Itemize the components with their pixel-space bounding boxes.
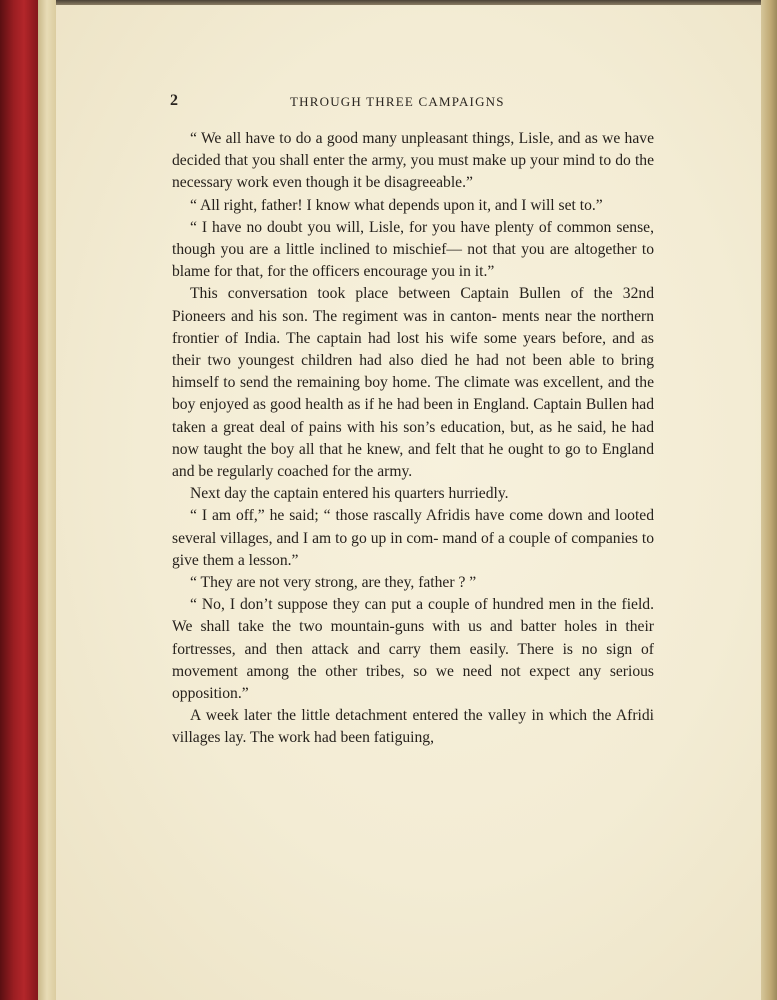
paragraph: A week later the little detachment entered the valley in which the Afridi villages lay. The work had been fatiguing,: [172, 707, 654, 747]
paragraph: “ I have no doubt you will, Lisle, for you have plenty of common sense, though you are a little inclined to mischief— not that you are altogether to blame for that, for the officers encourage you in it.”: [172, 218, 654, 281]
page-header: [170, 92, 656, 114]
paragraph: This conversation took place between Captain Bullen of the 32nd Pioneers and his son. The regiment was in canton- ments near the northern frontier of India. The captain had lost his wife some years before, and as their two youngest children had also died he had not been able to bring himself to send the remaining boy home. The climate was excellent, and the boy enjoyed as good health as if he had been in England. Captain Bullen had taken a great deal of pains with his son’s education, but, as he said, he had now taught the boy all that he knew, and felt that he ought to go to England and be regularly coached for the army.: [172, 285, 654, 481]
page-number: 2: [170, 92, 178, 109]
running-title: THROUGH THREE CAMPAIGNS: [290, 94, 505, 109]
paragraph: “ They are not very strong, are they, father ? ”: [190, 574, 477, 592]
paragraph: “ No, I don’t suppose they can put a couple of hundred men in the field. We shall take the two mountain-guns with us and batter holes in their fortresses, and then attack and carry them easily. There is no sign of movement among the other tribes, so we need not expect any serious opposition.”: [172, 596, 654, 703]
top-edge-shadow: [56, 0, 762, 5]
page-gutter: [38, 0, 58, 1000]
paragraph: “ All right, father! I know what depends upon it, and I will set to.”: [190, 196, 603, 214]
right-page-edge: [761, 0, 777, 1000]
red-cloth-binding: [0, 0, 40, 1000]
body-text: [172, 128, 654, 750]
paragraph: “ I am off,” he said; “ those rascally Afridis have come down and looted several villages, and I am to go up in com- mand of a couple of companies to give them a lesson.”: [172, 507, 654, 569]
paragraph: “ We all have to do a good many unpleasant things, Lisle, and as we have decided that you shall enter the army, you must make up your mind to do the necessary work even though it be disagreeable.”: [172, 130, 654, 192]
paragraph: Next day the captain entered his quarters hurriedly.: [190, 485, 509, 503]
